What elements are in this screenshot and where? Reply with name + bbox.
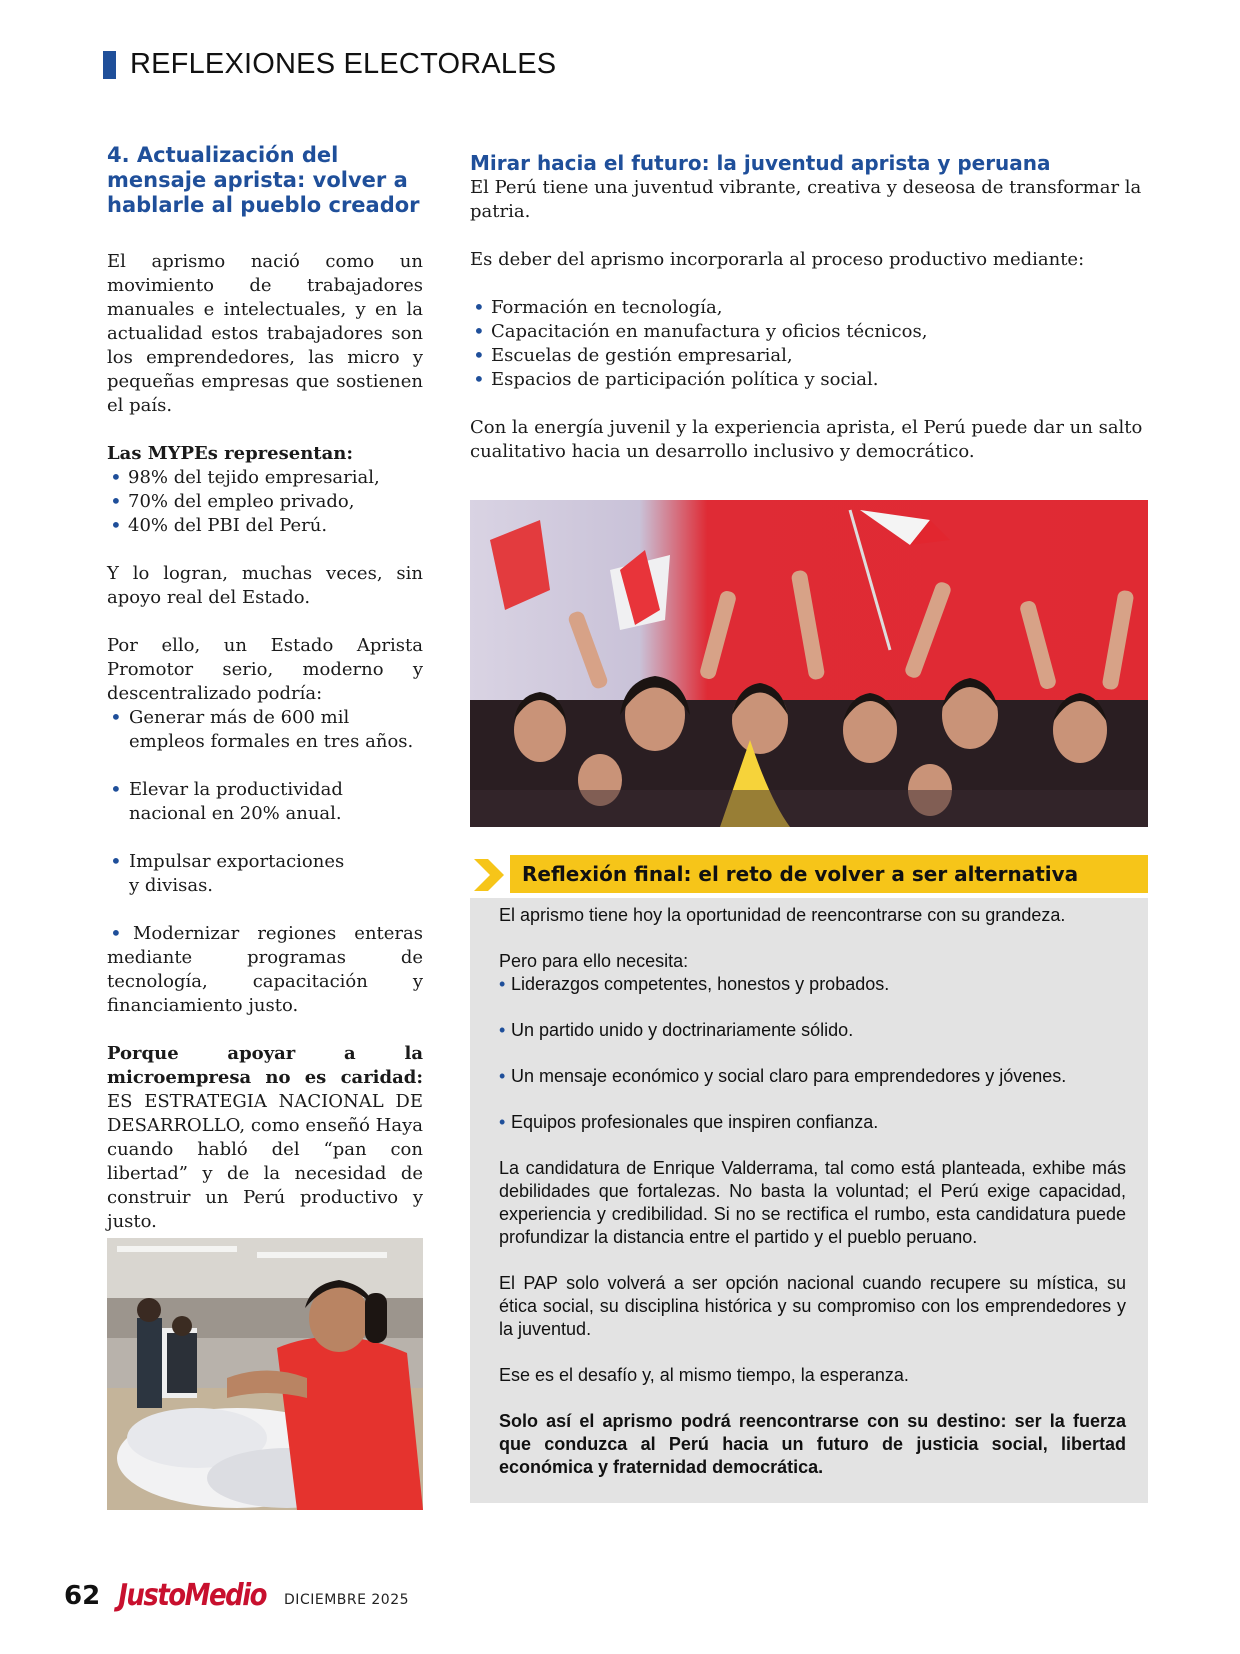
reflection-header <box>470 855 1148 895</box>
issue-date: DICIEMBRE 2025 <box>284 1592 410 1608</box>
right-paragraph-1: El Perú tiene una juventud vibrante, creativa y deseosa de transformar la patria. <box>470 177 1142 222</box>
list-item: • Un partido unido y doctrinariamente sólido. <box>499 1019 1126 1042</box>
list-item: • 70% del empleo privado, <box>107 490 423 514</box>
left-paragraph-2: Y lo logran, muchas veces, sin apoyo real del Estado. <box>107 563 423 608</box>
reflection-title: Reflexión final: el reto de volver a ser alternativa <box>522 862 1079 886</box>
list-item: • Capacitación en manufactura y oficios técnicos, <box>470 320 1148 344</box>
reflection-paragraph-3: La candidatura de Enrique Valderrama, tal como está planteada, exhibe más debilidades que fortalezas. No basta la voluntad; el Perú exige capacidad, experiencia y credibilidad. Si no se rectifica el rumbo, esta candidatura puede profundizar la distancia entre el partido y el pueblo peruano. <box>499 1158 1126 1247</box>
youth-crowd-photo <box>470 500 1148 827</box>
reflection-paragraph-2: Pero para ello necesita: <box>499 951 689 971</box>
mypes-label: Las MYPEs representan: <box>107 443 353 464</box>
factory-photo <box>107 1238 423 1510</box>
left-heading: 4. Actualización del mensaje aprista: volver a hablarle al pueblo creador <box>107 143 420 217</box>
right-column <box>470 150 1148 464</box>
list-item: • Equipos profesionales que inspiren confianza. <box>499 1111 1126 1134</box>
crowd-photo-illustration <box>470 500 1148 827</box>
page-number: 62 <box>64 1581 101 1611</box>
actions-list <box>107 706 423 1018</box>
list-item: • 98% del tejido empresarial, <box>107 466 423 490</box>
mypes-list <box>107 466 423 538</box>
reflection-paragraph-5: Ese es el desafío y, al mismo tiempo, la esperanza. <box>499 1365 909 1385</box>
left-closing: Porque apoyar a la microempresa no es caridad: ES ESTRATEGIA NACIONAL DE DESARROLLO, como enseñó Haya cuando habló del “pan con libertad” y de la necesidad de construir un Perú productivo y justo. <box>107 1043 423 1232</box>
factory-photo-illustration <box>107 1238 423 1510</box>
list-item: • Modernizar regiones enteras mediante programas de tecnología, capacitación y financiamiento justo. <box>107 922 423 1018</box>
section-title: REFLEXIONES ELECTORALES <box>130 48 557 80</box>
reflection-closing: Solo así el aprismo podrá reencontrarse con su destino: ser la fuerza que conduzca al Perú hacia un futuro de justicia social, libertad económica y fraternidad democrática. <box>499 1411 1126 1477</box>
list-item: • Escuelas de gestión empresarial, <box>470 344 1148 368</box>
chevron-right-icon <box>470 857 506 893</box>
list-item: • 40% del PBI del Perú. <box>107 514 423 538</box>
left-paragraph-3: Por ello, un Estado Aprista Promotor serio, moderno y descentralizado podría: <box>107 635 423 704</box>
left-paragraph-1: El aprismo nació como un movimiento de trabajadores manuales e intelectuales, y en la actualidad estos trabajadores son los emprendedores, las micro y pequeñas empresas que sostienen el país. <box>107 251 423 416</box>
reflection-box <box>470 898 1148 1503</box>
list-item: • Espacios de participación política y social. <box>470 368 1148 392</box>
youth-list <box>470 296 1148 392</box>
header-accent-bar <box>103 51 116 79</box>
reflection-paragraph-1: El aprismo tiene hoy la oportunidad de reencontrarse con su grandeza. <box>499 905 1066 925</box>
page-footer <box>64 1578 410 1614</box>
list-item: • Elevar la productividad nacional en 20% anual. <box>107 778 423 826</box>
list-item: • Generar más de 600 mil empleos formales en tres años. <box>107 706 423 754</box>
right-paragraph-2: Es deber del aprismo incorporarla al proceso productivo mediante: <box>470 249 1085 270</box>
list-item: • Formación en tecnología, <box>470 296 1148 320</box>
reflection-paragraph-4: El PAP solo volverá a ser opción nacional cuando recupere su mística, su ética social, su disciplina histórica y su compromiso con los emprendedores y la juventud. <box>499 1273 1126 1339</box>
list-item: • Liderazgos competentes, honestos y probados. <box>499 973 1126 996</box>
list-item: • Impulsar exportaciones y divisas. <box>107 850 347 898</box>
section-header <box>103 48 556 81</box>
right-heading: Mirar hacia el futuro: la juventud aprista y peruana <box>470 151 1051 175</box>
left-column <box>107 143 423 1234</box>
right-paragraph-3: Con la energía juvenil y la experiencia aprista, el Perú puede dar un salto cualitativo hacia un desarrollo inclusivo y democrático. <box>470 417 1143 462</box>
brand-logo: JustoMedio <box>118 1578 267 1614</box>
list-item: • Un mensaje económico y social claro para emprendedores y jóvenes. <box>499 1065 1126 1088</box>
